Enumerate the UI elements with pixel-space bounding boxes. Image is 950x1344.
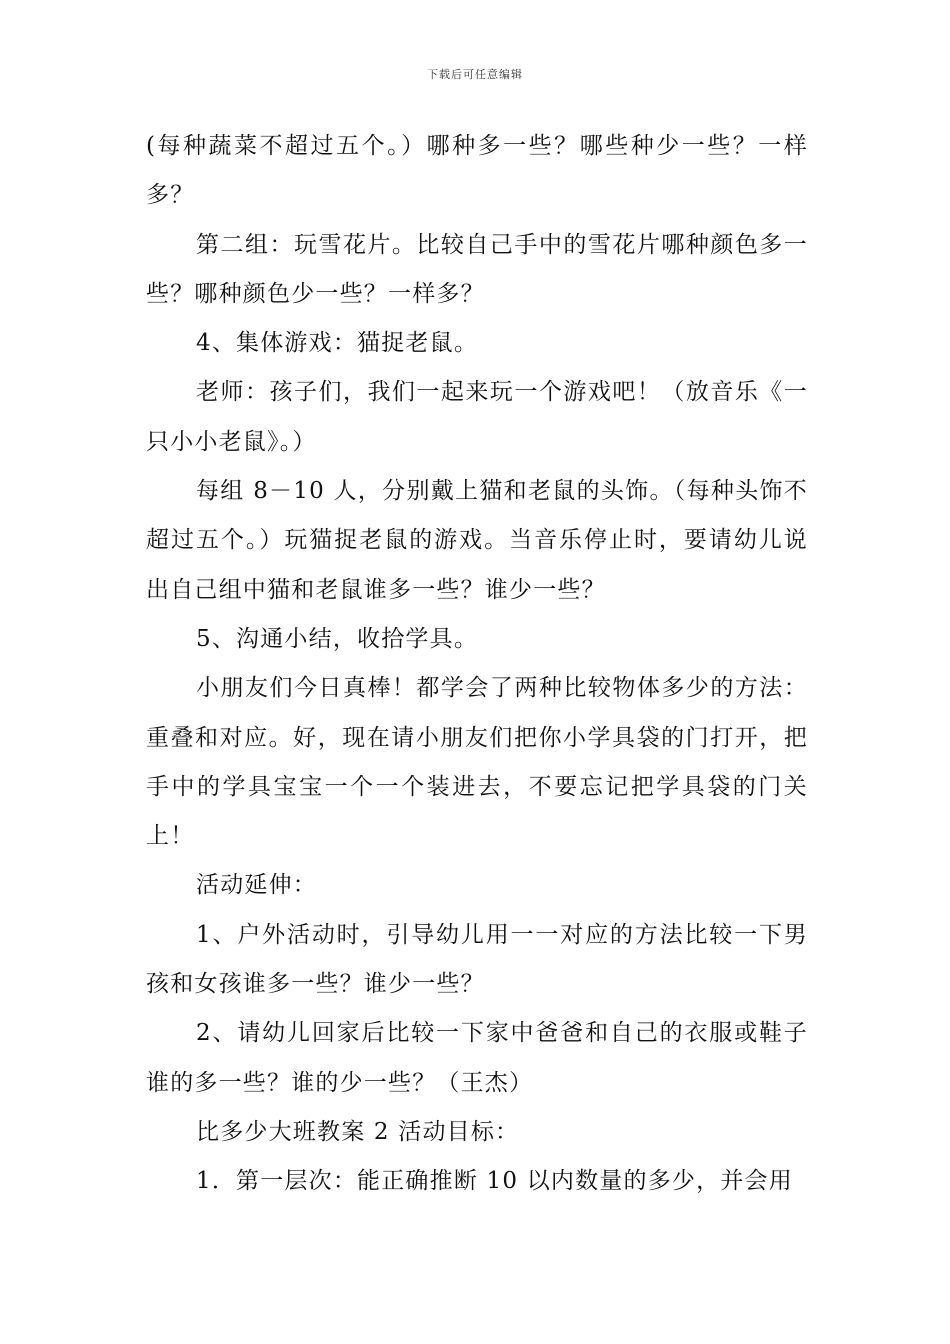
paragraph: 第二组：玩雪花片。比较自己手中的雪花片哪种颜色多一些？哪种颜色少一些？一样多？ (146, 231, 808, 307)
paragraph: 小朋友们今日真棒！都学会了两种比较物体多少的方法：重叠和对应。好，现在请小朋友们把你小学具袋的门打开，把手中的学具宝宝一个一个装进去，不要忘记把学具袋的门关上！ (146, 675, 808, 850)
paragraph: 5、沟通小结，收拾学具。 (196, 625, 479, 652)
paragraph: 每组 8－10 人，分别戴上猫和老鼠的头饰。（每种头饰不超过五个。）玩猫捉老鼠的游戏。当音乐停止时，要请幼儿说出自己组中猫和老鼠谁多一些？谁少一些？ (146, 478, 808, 603)
paragraph: 比多少大班教案 2 活动目标： (196, 1118, 520, 1145)
paragraph: 1、户外活动时，引导幼儿用一一对应的方法比较一下男孩和女孩谁多一些？谁少一些？ (146, 921, 808, 998)
paragraph: (每种蔬菜不超过五个。）哪种多一些？哪些种少一些？一样多？ (146, 133, 808, 209)
paragraph: 老师：孩子们，我们一起来玩一个游戏吧！（放音乐《一只小小老鼠》。） (146, 379, 808, 455)
paragraph: 1．第一层次：能正确推断 10 以内数量的多少，并会用 (196, 1168, 793, 1195)
page-header-note: 下载后可任意编辑 (427, 68, 523, 81)
paragraph: 活动延伸： (196, 872, 317, 899)
document-body (146, 122, 808, 1207)
paragraph: 4、集体游戏：猫捉老鼠。 (196, 330, 479, 357)
paragraph: 2、请幼儿回家后比较一下家中爸爸和自己的衣服或鞋子谁的多一些？谁的少一些？（王杰） (146, 1020, 808, 1096)
